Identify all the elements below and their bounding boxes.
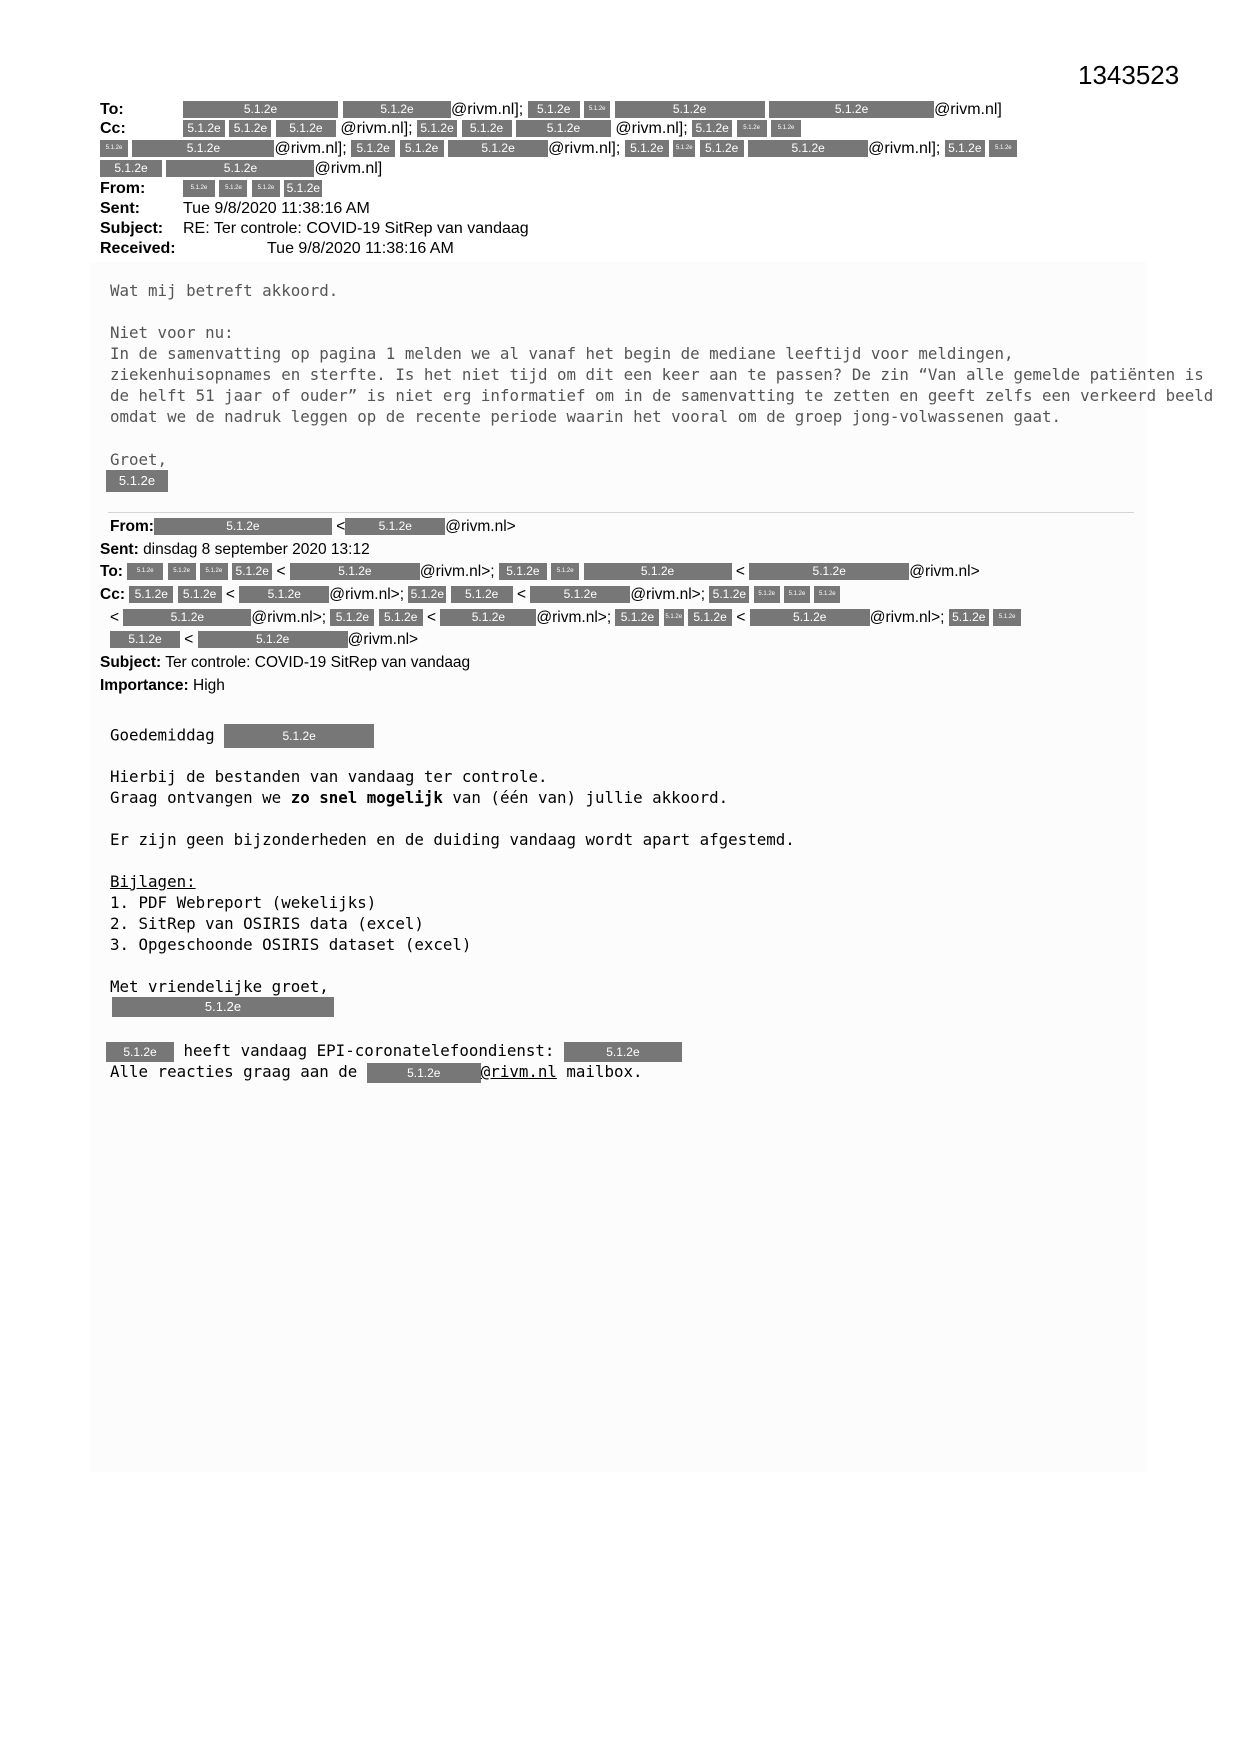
attachments-heading: Bijlagen: [110,872,196,891]
sent-label: Sent: [100,541,139,558]
text: Graag ontvangen we [110,788,291,807]
redaction: 5.1.2e [748,140,868,157]
email-suffix: @rivm.nl> [445,518,516,535]
redaction: 5.1.2e [106,1042,174,1062]
email2-cc-row-2: < 5.1.2e @rivm.nl>; 5.1.2e 5.1.2e < 5.1.2e @rivm.nl>; 5.1.2e 5.1.2e 5.1.2e < 5.1.2e @rivm.nl>; 5.1.2e 5.1.2e [110,607,1021,629]
email-suffix: @rivm.nl>; [536,609,612,626]
redaction: 5.1.2e [129,586,173,603]
signature-redaction [106,470,168,492]
email-suffix: @rivm.nl> [347,631,419,648]
importance-label: Importance: [100,677,189,694]
redaction: 5.1.2e [112,997,334,1017]
sent-value: Tue 9/8/2020 11:38:16 AM [183,200,370,217]
cc-label: Cc: [100,120,126,137]
from-label: From: [110,518,154,535]
redaction: 5.1.2e [123,609,251,626]
redaction: 5.1.2e [462,120,512,137]
to-label: To: [100,101,124,118]
redaction: 5.1.2e [379,609,423,626]
email-suffix: @rivm.nl]; [868,140,941,157]
body-line: Er zijn geen bijzonderheden en de duiding vandaag wordt apart afgestemd. [110,830,795,849]
redaction: 5.1.2e [200,563,228,580]
email1-sent-row [100,199,370,218]
redaction: 5.1.2e [110,631,180,648]
redaction: 5.1.2e [750,609,870,626]
text: mailbox. [556,1062,643,1081]
redaction: 5.1.2e [989,140,1017,157]
closing: Met vriendelijke groet, [110,977,329,996]
email2-importance-row [100,675,225,697]
redaction: 5.1.2e [239,586,329,603]
redaction: 5.1.2e [330,609,374,626]
body-line: ziekenhuisopnames en sterfte. Is het niet tijd om dit een keer aan te passen? De zin “Van alle gemelde patiënten is [110,365,1204,384]
redaction: 5.1.2e [224,724,374,748]
redaction: 5.1.2e [564,1042,682,1062]
body-line: Niet voor nu: [110,323,234,342]
email-suffix: @rivm.nl>; [869,609,945,626]
body-line: omdat we de nadruk leggen op de recente periode waarin het vooral om de groep jong-volwassenen gaat. [110,407,1062,426]
subject-label: Subject: [100,220,164,237]
redaction: 5.1.2e [276,120,336,137]
redaction: 5.1.2e [814,586,840,603]
sent-label: Sent: [100,200,140,217]
redaction: 5.1.2e [400,140,444,157]
redaction: 5.1.2e [440,609,536,626]
redaction: 5.1.2e [351,140,395,157]
attachment-item: 1. PDF Webreport (wekelijks) [110,893,377,912]
reactions-row [110,1061,643,1083]
importance-value: High [193,677,225,694]
redaction: 5.1.2e [615,609,659,626]
email1-cc-row-2 [100,139,1017,158]
redaction: 5.1.2e [166,160,314,177]
redaction: 5.1.2e [700,140,744,157]
redaction: 5.1.2e [168,563,196,580]
redaction: 5.1.2e [154,518,332,535]
redaction: 5.1.2e [993,609,1021,626]
email-suffix: @rivm.nl> [909,563,980,580]
email-suffix: @rivm.nl]; [548,140,621,157]
redaction: 5.1.2e [345,518,445,535]
text: van (één van) jullie akkoord. [442,788,729,807]
email2-sent-row [100,539,370,561]
email1-subject-row [100,219,529,238]
redaction: 5.1.2e [367,1063,481,1083]
signature-redaction [112,997,334,1017]
redaction: 5.1.2e [252,180,280,197]
mailbox-link[interactable]: @rivm.nl [480,1062,557,1081]
email-suffix: @rivm.nl>; [630,586,706,603]
email-suffix: @rivm.nl]; [615,120,688,137]
email-suffix: @rivm.nl]; [274,140,347,157]
email1-from-row [100,179,322,198]
redaction: 5.1.2e [945,140,985,157]
separator [108,512,1134,513]
closing: Groet, [110,450,168,469]
redaction: 5.1.2e [284,180,322,197]
redaction: 5.1.2e [127,563,163,580]
redaction: 5.1.2e [178,586,222,603]
redaction: 5.1.2e [737,120,767,137]
redaction: 5.1.2e [688,609,732,626]
email2-to-row: To: 5.1.2e 5.1.2e 5.1.2e 5.1.2e < 5.1.2e @rivm.nl>; 5.1.2e 5.1.2e 5.1.2e < 5.1.2e @rivm.nl> [100,563,980,580]
email-suffix: @rivm.nl] [314,160,383,177]
email1-to-row [100,100,1002,119]
to-label: To: [100,563,123,580]
redaction: 5.1.2e [749,563,909,580]
redaction: 5.1.2e [516,120,611,137]
redaction: 5.1.2e [198,631,348,648]
redaction: 5.1.2e [343,101,451,118]
attachment-item: 3. Opgeschoonde OSIRIS dataset (excel) [110,935,472,954]
redaction: 5.1.2e [232,563,272,580]
redaction: 5.1.2e [132,140,274,157]
email-suffix: @rivm.nl>; [419,563,495,580]
email2-cc-row: Cc: 5.1.2e 5.1.2e < 5.1.2e @rivm.nl>; 5.1.2e 5.1.2e < 5.1.2e @rivm.nl>; 5.1.2e 5.1.2e 5.1.2e 5.1.2e [100,584,840,606]
email-panel [90,262,1146,1472]
from-label: From: [100,180,146,197]
greeting-row [110,724,374,748]
email2-cc-row-3: 5.1.2e < 5.1.2e @rivm.nl> [110,629,418,651]
duty-text: heeft vandaag EPI-coronatelefoondienst: [174,1041,564,1060]
redaction: 5.1.2e [100,160,162,177]
greeting: Goedemiddag [110,725,215,745]
redaction: 5.1.2e [417,120,457,137]
redaction: 5.1.2e [625,140,669,157]
email-suffix: @rivm.nl] [934,101,1002,118]
email1-cc-row [100,119,801,138]
subject-value: RE: Ter controle: COVID-19 SitRep van vandaag [183,220,529,237]
redaction: 5.1.2e [551,563,579,580]
redaction: 5.1.2e [584,563,732,580]
email1-cc-row-3 [100,159,382,178]
redaction: 5.1.2e [183,101,338,118]
redaction: 5.1.2e [219,180,247,197]
received-label: Received: [100,240,176,257]
redaction: 5.1.2e [673,140,695,157]
subject-value: Ter controle: COVID-19 SitRep van vandaag [165,654,471,671]
email1-received-row [100,239,454,258]
bold-text: zo snel mogelijk [290,788,443,807]
redaction: 5.1.2e [408,586,446,603]
redaction: 5.1.2e [784,586,810,603]
email2-from-row: From: 5.1.2e < 5.1.2e @rivm.nl> [110,518,516,535]
redaction: 5.1.2e [709,586,749,603]
attachment-item: 2. SitRep van OSIRIS data (excel) [110,914,424,933]
redaction: 5.1.2e [106,470,168,492]
redaction: 5.1.2e [183,180,215,197]
redaction: 5.1.2e [448,140,548,157]
redaction: 5.1.2e [451,586,513,603]
redaction: 5.1.2e [229,120,271,137]
cc-label: Cc: [100,586,125,603]
email-suffix: @rivm.nl>; [251,609,327,626]
redaction: 5.1.2e [692,120,732,137]
email-suffix: @rivm.nl>; [329,586,405,603]
duty-row [106,1040,682,1062]
redaction: 5.1.2e [183,120,225,137]
email2-subject-row [100,652,470,674]
received-value: Tue 9/8/2020 11:38:16 AM [267,240,454,257]
sent-value: dinsdag 8 september 2020 13:12 [143,541,370,558]
redaction: 5.1.2e [499,563,547,580]
redaction: 5.1.2e [528,101,580,118]
redaction: 5.1.2e [530,586,630,603]
document-number: 1343523 [1078,60,1180,90]
subject-label: Subject: [100,654,162,671]
text: Alle reacties graag aan de [110,1062,367,1081]
email-suffix: @rivm.nl]; [340,120,413,137]
redaction: 5.1.2e [754,586,780,603]
redaction: 5.1.2e [949,609,989,626]
body-line: In de samenvatting op pagina 1 melden we al vanaf het begin de mediane leeftijd voor meldingen, [110,344,1014,363]
body-line: Hierbij de bestanden van vandaag ter controle. [110,767,548,786]
redaction: 5.1.2e [100,140,128,157]
redaction: 5.1.2e [771,120,801,137]
redaction: 5.1.2e [584,101,610,118]
redaction: 5.1.2e [664,609,684,626]
redaction: 5.1.2e [769,101,934,118]
body-line: Wat mij betreft akkoord. [110,281,339,300]
body-line: de helft 51 jaar of ouder” is niet erg informatief om in de samenvatting te zetten en geeft zelfs een verkeerd beeld [110,386,1214,405]
redaction: 5.1.2e [615,101,765,118]
email-suffix: @rivm.nl]; [451,101,524,118]
redaction: 5.1.2e [290,563,420,580]
body-line-2 [110,787,728,808]
